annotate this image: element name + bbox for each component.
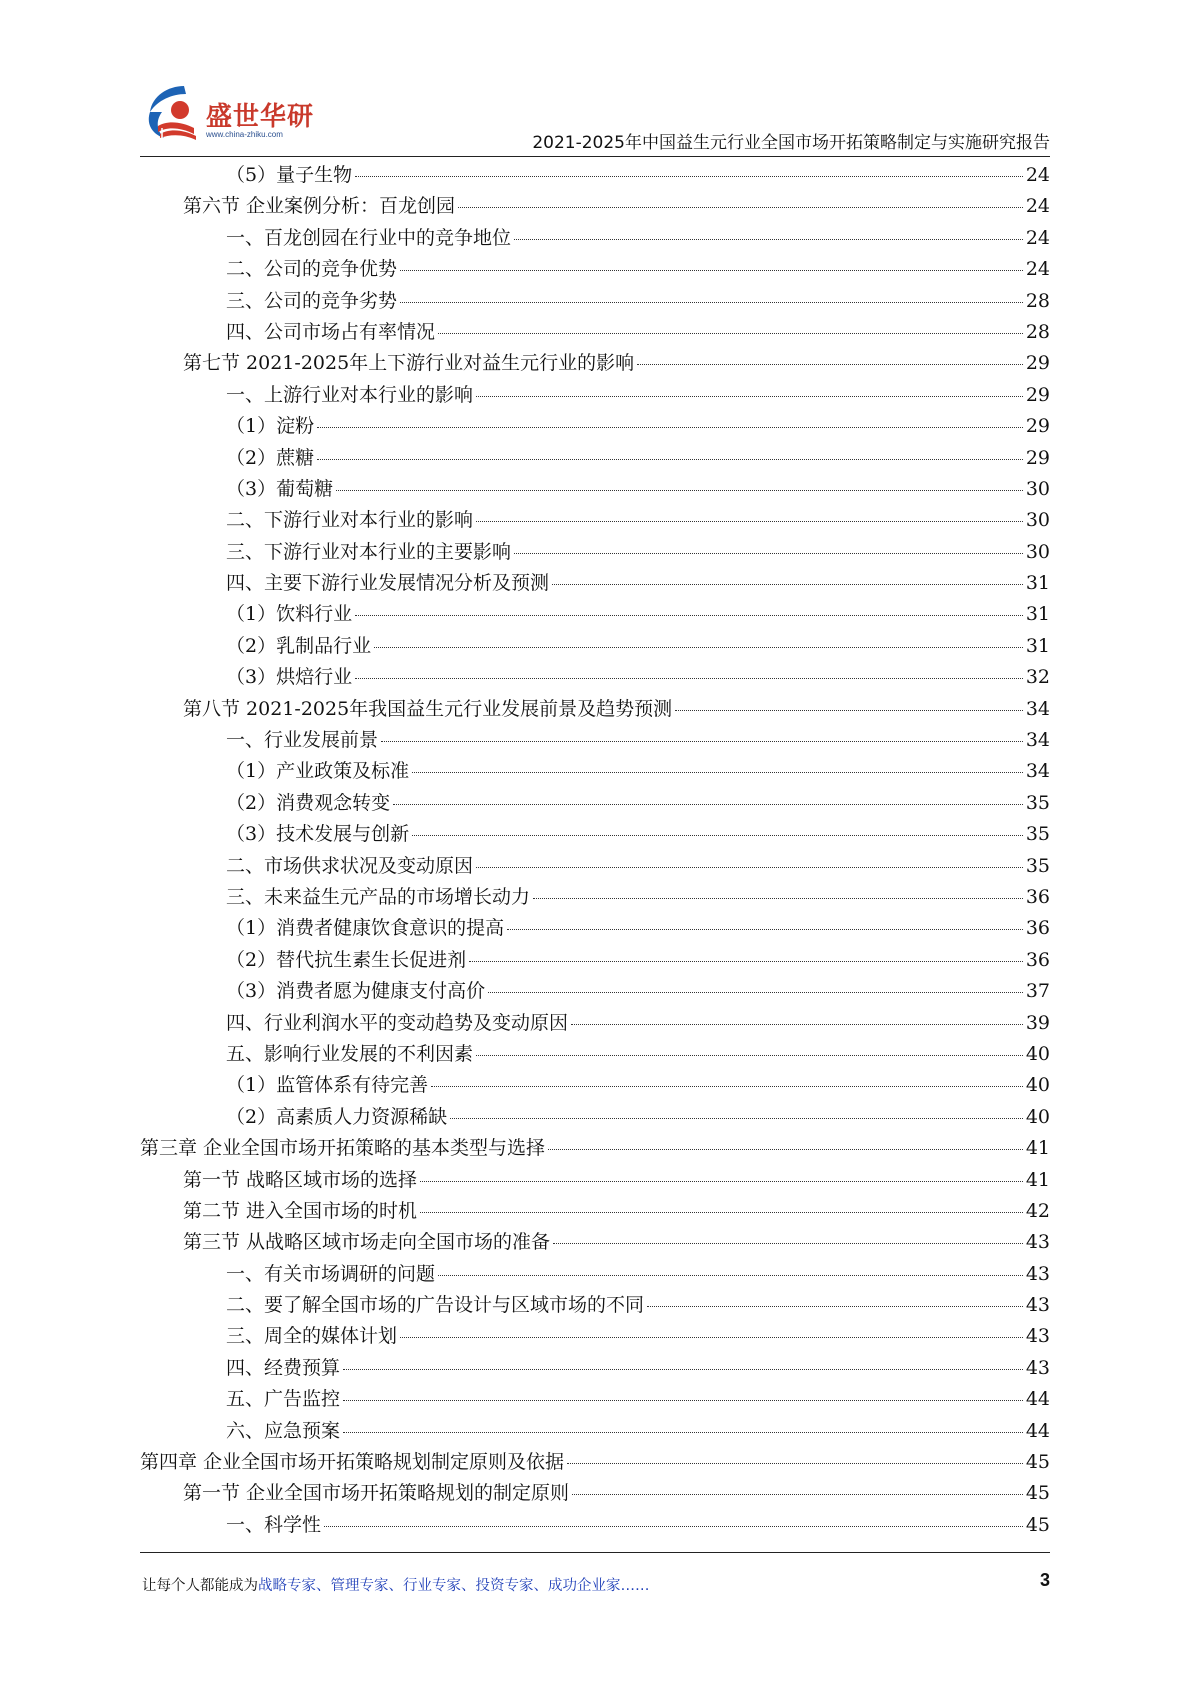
toc-entry-title: 三、公司的竞争劣势 [226,289,398,312]
toc-dot-leader [675,710,1023,711]
toc-entry[interactable] [140,254,1050,285]
toc-entry[interactable] [140,788,1050,819]
toc-dot-leader [412,772,1023,773]
toc-entry[interactable] [140,1447,1050,1478]
toc-dot-leader [343,1432,1023,1433]
page-number: 3 [1039,1570,1050,1590]
toc-entry-title: （1）消费者健康饮食意识的提高 [226,917,505,940]
toc-dot-leader [381,741,1023,742]
toc-entry-page: 31 [1025,572,1050,595]
toc-entry[interactable] [140,851,1050,882]
toc-entry[interactable] [140,474,1050,505]
toc-entry[interactable] [140,286,1050,317]
toc-dot-leader [514,553,1023,554]
toc-entry-page: 34 [1025,729,1050,752]
report-title: 2021-2025年中国益生元行业全国市场开拓策略制定与实施研究报告 [532,133,1050,153]
toc-entry[interactable] [140,223,1050,254]
toc-entry[interactable] [140,191,1050,222]
toc-entry-page: 44 [1025,1388,1050,1411]
toc-entry-page: 30 [1025,509,1050,532]
toc-entry-title: 五、广告监控 [226,1388,341,1411]
toc-entry[interactable] [140,599,1050,630]
toc-entry-title: 第三章 企业全国市场开拓策略的基本类型与选择 [140,1137,546,1160]
toc-entry-page: 36 [1025,917,1050,940]
toc-entry-page: 43 [1025,1231,1050,1254]
toc-entry-page: 43 [1025,1294,1050,1317]
toc-dot-leader [343,1400,1023,1401]
toc-entry-page: 31 [1025,603,1050,626]
toc-dot-leader [553,1243,1023,1244]
toc-entry-title: （3）技术发展与创新 [226,823,410,846]
toc-dot-leader [355,678,1023,679]
toc-entry-page: 29 [1025,446,1050,469]
toc-entry-title: （2）乳制品行业 [226,634,372,657]
toc-entry[interactable] [140,505,1050,536]
toc-entry[interactable] [140,945,1050,976]
toc-entry[interactable] [140,443,1050,474]
toc-dot-leader [412,835,1023,836]
toc-entry-title: 一、科学性 [226,1513,322,1536]
toc-entry-title: 四、公司市场占有率情况 [226,320,436,343]
toc-entry-title: 第三节 从战略区域市场走向全国市场的准备 [183,1231,551,1254]
toc-entry-page: 34 [1025,697,1050,720]
toc-entry-page: 43 [1025,1325,1050,1348]
toc-entry-page: 35 [1025,791,1050,814]
toc-entry-page: 39 [1025,1011,1050,1034]
toc-entry-page: 28 [1025,289,1050,312]
toc-entry-title: 四、行业利润水平的变动趋势及变动原因 [226,1011,569,1034]
toc-entry[interactable] [140,1039,1050,1070]
toc-entry-title: 二、下游行业对本行业的影响 [226,509,474,532]
toc-dot-leader [438,1275,1023,1276]
toc-dot-leader [343,1369,1023,1370]
toc-dot-leader [355,615,1023,616]
toc-entry[interactable] [140,1353,1050,1384]
toc-entry-title: 一、上游行业对本行业的影响 [226,383,474,406]
toc-dot-leader [567,1463,1023,1464]
toc-entry[interactable] [140,1416,1050,1447]
toc-entry[interactable] [140,348,1050,379]
toc-dot-leader [420,1181,1023,1182]
toc-entry-title: 三、周全的媒体计划 [226,1325,398,1348]
toc-entry-title: （1）产业政策及标准 [226,760,410,783]
toc-entry[interactable] [140,913,1050,944]
toc-entry[interactable] [140,1290,1050,1321]
toc-dot-leader [431,1086,1023,1087]
toc-entry-page: 40 [1025,1105,1050,1128]
toc-entry[interactable] [140,1070,1050,1101]
toc-entry[interactable] [140,1510,1050,1541]
toc-entry[interactable] [140,694,1050,725]
toc-entry-page: 24 [1025,164,1050,186]
toc-entry[interactable] [140,317,1050,348]
toc-dot-leader [374,647,1023,648]
toc-entry-title: 四、经费预算 [226,1356,341,1379]
toc-entry-title: 三、下游行业对本行业的主要影响 [226,540,512,563]
toc-entry[interactable] [140,1259,1050,1290]
toc-dot-leader [514,239,1023,240]
toc-entry-page: 43 [1025,1262,1050,1285]
toc-entry-page: 28 [1025,320,1050,343]
toc-entry-page: 24 [1025,258,1050,281]
table-of-contents [140,160,1050,1541]
toc-entry[interactable] [140,725,1050,756]
toc-entry-page: 24 [1025,195,1050,218]
toc-entry-page: 30 [1025,540,1050,563]
toc-entry-title: 第六节 企业案例分析：百龙创园 [183,195,456,218]
toc-entry-page: 31 [1025,634,1050,657]
toc-entry-title: （3）消费者愿为健康支付高价 [226,980,486,1003]
toc-entry-title: 第一节 企业全国市场开拓策略规划的制定原则 [183,1482,570,1505]
logo-name: 盛世华研 [206,102,315,132]
toc-dot-leader [552,584,1023,585]
toc-entry-title: 第四章 企业全国市场开拓策略规划制定原则及依据 [140,1451,565,1474]
toc-entry-title: （1）监管体系有待完善 [226,1074,429,1097]
toc-dot-leader [476,867,1023,868]
toc-entry-title: 三、未来益生元产品的市场增长动力 [226,885,531,908]
toc-entry-title: 一、有关市场调研的问题 [226,1262,436,1285]
toc-entry[interactable] [140,1227,1050,1258]
toc-entry-page: 45 [1025,1482,1050,1505]
toc-entry-page: 35 [1025,823,1050,846]
logo-url: www.china-zhiku.com [206,130,283,139]
toc-entry-page: 40 [1025,1074,1050,1097]
toc-entry-title: （5）量子生物 [226,164,353,186]
header-divider [140,156,1050,157]
toc-entry-title: 二、市场供求状况及变动原因 [226,854,474,877]
toc-dot-leader [393,804,1023,805]
slogan-prefix: 让每个人都能成为 [142,1578,258,1594]
toc-dot-leader [548,1149,1023,1150]
toc-entry[interactable] [140,976,1050,1007]
toc-entry-title: （2）替代抗生素生长促进剂 [226,948,467,971]
toc-entry-title: 第一节 战略区域市场的选择 [183,1168,418,1191]
toc-entry-title: （1）饮料行业 [226,603,353,626]
toc-entry[interactable] [140,631,1050,662]
toc-entry-page: 36 [1025,885,1050,908]
toc-dot-leader [400,302,1023,303]
toc-entry-title: 一、行业发展前景 [226,729,379,752]
toc-entry-title: 第八节 2021-2025年我国益生元行业发展前景及趋势预测 [183,697,673,720]
toc-entry[interactable] [140,1321,1050,1352]
toc-dot-leader [637,364,1023,365]
toc-entry-page: 24 [1025,226,1050,249]
toc-dot-leader [324,1526,1023,1527]
toc-dot-leader [317,427,1023,428]
toc-entry[interactable] [140,1196,1050,1227]
toc-entry[interactable] [140,411,1050,442]
toc-entry-page: 43 [1025,1356,1050,1379]
toc-dot-leader [458,207,1023,208]
toc-entry[interactable] [140,1008,1050,1039]
toc-entry-page: 41 [1025,1137,1050,1160]
toc-entry[interactable] [140,819,1050,850]
toc-entry[interactable] [140,1384,1050,1415]
toc-entry-page: 29 [1025,415,1050,438]
toc-dot-leader [336,490,1023,491]
toc-dot-leader [571,1024,1023,1025]
toc-entry-page: 45 [1025,1513,1050,1536]
toc-dot-leader [647,1306,1023,1307]
toc-entry-title: 二、要了解全国市场的广告设计与区域市场的不同 [226,1294,645,1317]
toc-dot-leader [400,1337,1023,1338]
footer-divider [140,1552,1050,1553]
toc-entry[interactable] [140,756,1050,787]
toc-entry-title: 第二节 进入全国市场的时机 [183,1199,418,1222]
logo-emblem-icon [140,82,204,144]
toc-dot-leader [476,521,1023,522]
toc-entry-page: 32 [1025,666,1050,689]
toc-dot-leader [420,1212,1023,1213]
toc-dot-leader [355,176,1023,177]
toc-entry[interactable] [140,380,1050,411]
toc-entry-title: （2）消费观念转变 [226,791,391,814]
toc-entry-title: 第七节 2021-2025年上下游行业对益生元行业的影响 [183,352,635,375]
toc-entry-title: 五、影响行业发展的不利因素 [226,1042,474,1065]
toc-entry-title: （3）烘焙行业 [226,666,353,689]
toc-entry[interactable] [140,882,1050,913]
toc-entry-page: 44 [1025,1419,1050,1442]
toc-entry-title: （1）淀粉 [226,415,315,438]
toc-entry[interactable] [140,537,1050,568]
toc-dot-leader [476,396,1023,397]
toc-entry-page: 35 [1025,854,1050,877]
toc-entry-title: （2）高素质人力资源稀缺 [226,1105,448,1128]
toc-entry-page: 45 [1025,1451,1050,1474]
toc-entry[interactable] [140,1478,1050,1509]
footer-slogan [142,1574,650,1595]
toc-entry-title: 四、主要下游行业发展情况分析及预测 [226,572,550,595]
toc-dot-leader [572,1494,1023,1495]
toc-entry-page: 42 [1025,1199,1050,1222]
slogan-highlight: 战略专家、管理专家、行业专家、投资专家、成功企业家…… [258,1578,650,1594]
toc-dot-leader [438,333,1023,334]
toc-entry-page: 30 [1025,477,1050,500]
toc-entry-page: 37 [1025,980,1050,1003]
toc-entry-page: 36 [1025,948,1050,971]
toc-entry[interactable] [140,160,1050,191]
page-header [140,82,1050,152]
toc-entry[interactable] [140,1165,1050,1196]
toc-entry-page: 40 [1025,1042,1050,1065]
toc-dot-leader [400,270,1023,271]
toc-entry[interactable] [140,568,1050,599]
company-logo [140,82,320,144]
toc-entry-title: 二、公司的竞争优势 [226,258,398,281]
toc-dot-leader [507,929,1023,930]
toc-entry-page: 34 [1025,760,1050,783]
toc-entry-page: 29 [1025,383,1050,406]
toc-dot-leader [488,992,1023,993]
toc-entry[interactable] [140,1133,1050,1164]
toc-dot-leader [533,898,1023,899]
toc-entry-title: 一、百龙创园在行业中的竞争地位 [226,226,512,249]
toc-entry-title: 六、应急预案 [226,1419,341,1442]
toc-dot-leader [317,459,1023,460]
toc-dot-leader [469,961,1023,962]
toc-entry-title: （2）蔗糖 [226,446,315,469]
toc-entry-title: （3）葡萄糖 [226,477,334,500]
toc-entry-page: 29 [1025,352,1050,375]
toc-dot-leader [450,1118,1023,1119]
toc-entry[interactable] [140,662,1050,693]
toc-entry-page: 41 [1025,1168,1050,1191]
toc-entry[interactable] [140,1102,1050,1133]
toc-dot-leader [476,1055,1023,1056]
